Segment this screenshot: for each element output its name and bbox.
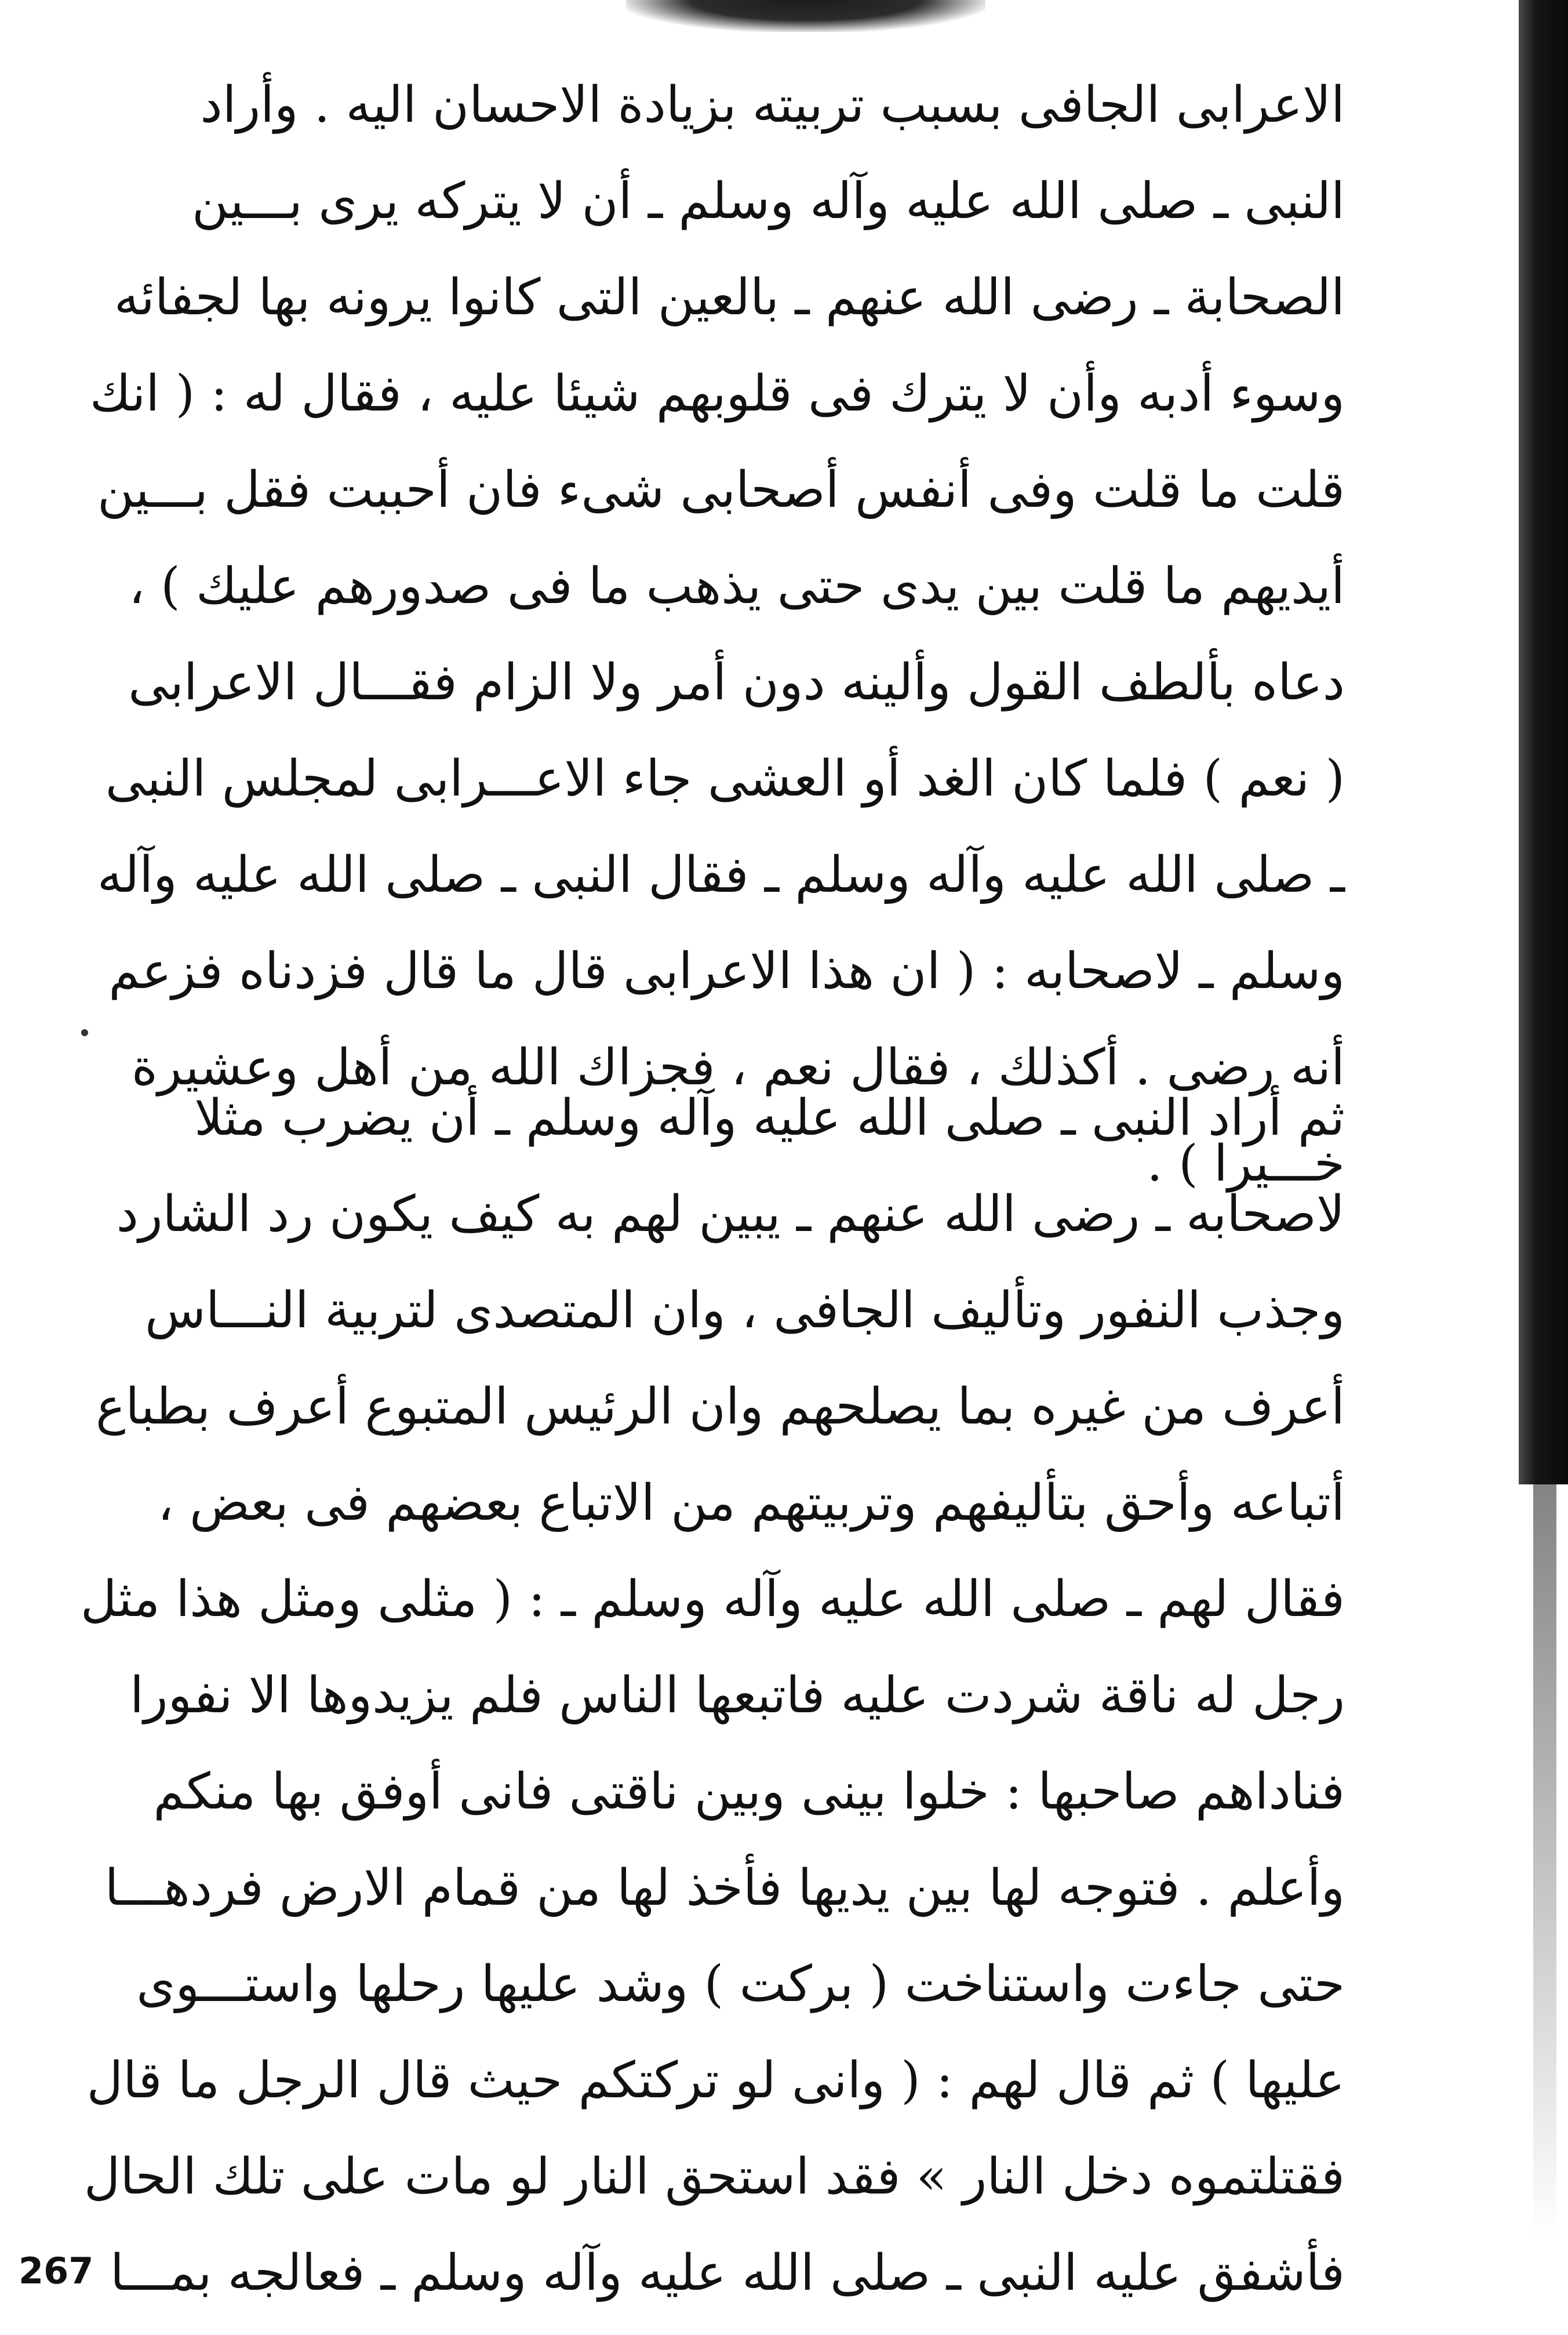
binding-shadow <box>1519 0 1568 1484</box>
text-line: وجذب النفور وتأليف الجافى ، وان المتصدى لتربية النـــاس <box>144 1281 1345 1339</box>
page-number: 267 <box>19 2250 94 2292</box>
text-line: الصحابة ـ رضى الله عنهم ـ بالعين التى كانوا يرونه بها لجفائه <box>114 268 1345 326</box>
text-line: فقتلتموه دخل النار » فقد استحق النار لو مات على تلك الحال <box>83 2148 1345 2206</box>
text-line: الاعرابى الجافى بسبب تربيته بزيادة الاحسان اليه . وأراد <box>200 76 1345 134</box>
text-line: وسلم ـ لاصحابه : ( ان هذا الاعرابى قال ما قال فزدناه فزعم <box>108 942 1345 1000</box>
text-line: عليها ) ثم قال لهم : ( وانى لو تركتكم حيث قال الرجل ما قال <box>86 2051 1345 2109</box>
text-line: أنه رضى . أكذلك ، فقال نعم ، فجزاك الله من أهل وعشيرة <box>131 1038 1345 1096</box>
text-line: وأعلم . فتوجه لها بين يديها فأخذ لها من قمام الارض فردهـــا <box>104 1859 1345 1917</box>
text-line: ( نعم ) فلما كان الغد أو العشى جاء الاعـــرابى لمجلس النبى <box>105 750 1345 808</box>
scan-smudge <box>626 0 985 32</box>
scan-speck <box>81 1029 88 1036</box>
text-line: خـــيرا ) . <box>1147 1135 1345 1193</box>
text-line: فأشفق عليه النبى ـ صلى الله عليه وآله وسلم ـ فعالجه بمـــا <box>110 2244 1345 2302</box>
text-line: وسوء أدبه وأن لا يترك فى قلوبهم شيئا عليه ، فقال له : ( انك <box>89 365 1345 423</box>
text-line: فناداهم صاحبها : خلوا بينى وبين ناقتى فانى أوفق بها منكم <box>153 1763 1345 1821</box>
text-line: لاصحابه ـ رضى الله عنهم ـ يبين لهم به كيف يكون رد الشارد <box>116 1185 1345 1243</box>
text-line: أتباعه وأحق بتأليفهم وتربيتهم من الاتباع بعضهم فى بعض ، <box>157 1474 1345 1532</box>
text-line: ـ صلى الله عليه وآله وسلم ـ فقال النبى ـ صلى الله عليه وآله <box>97 846 1345 904</box>
binding-shadow-fade <box>1533 1484 1556 2238</box>
text-line: أعرف من غيره بما يصلحهم وان الرئيس المتبوع أعرف بطباع <box>96 1378 1345 1436</box>
text-line: ثم أراد النبى ـ صلى الله عليه وآله وسلم ـ أن يضرب مثلا <box>194 1089 1345 1147</box>
text-line: أيديهم ما قلت بين يدى حتى يذهب ما فى صدورهم عليك ) ، <box>129 557 1345 615</box>
text-line: النبى ـ صلى الله عليه وآله وسلم ـ أن لا يتركه يرى بـــين <box>192 172 1345 230</box>
text-line: دعاه بألطف القول وألينه دون أمر ولا الزام فقـــال الاعرابى <box>128 653 1345 711</box>
paragraph-1 <box>61 57 1345 1212</box>
text-line: قلت ما قلت وفى أنفس أصحابى شىء فان أحببت فقل بـــين <box>97 461 1345 519</box>
paragraph-2 <box>61 1070 1345 2321</box>
text-line: حتى جاءت واستناخت ( بركت ) وشد عليها رحلها واستـــوى <box>136 1955 1345 2013</box>
text-line: رجل له ناقة شردت عليه فاتبعها الناس فلم يزيدوها الا نفورا <box>130 1666 1345 1724</box>
text-line: فقال لهم ـ صلى الله عليه وآله وسلم ـ : ( مثلى ومثل هذا مثل <box>80 1570 1345 1628</box>
